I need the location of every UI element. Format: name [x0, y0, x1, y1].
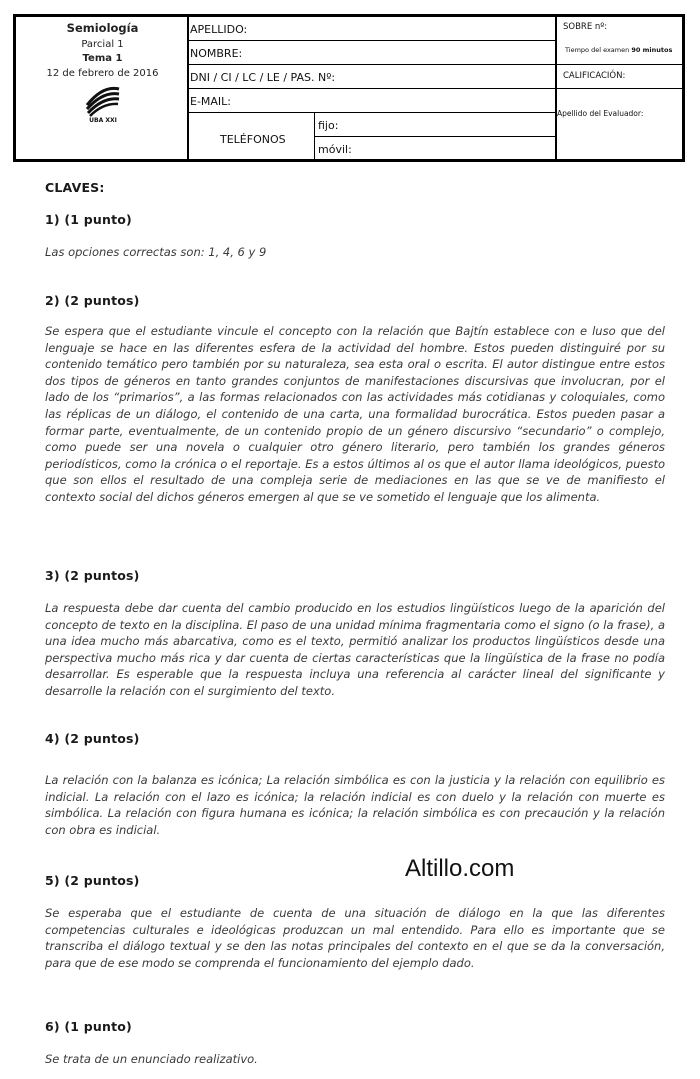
- tiempo-label: Tiempo del examen: [565, 46, 630, 54]
- tema-label: Tema 1: [82, 53, 123, 64]
- divider: [557, 88, 685, 89]
- section-text: Se trata de un enunciado realizativo.: [45, 1052, 258, 1066]
- fijo-field: fijo:: [318, 119, 339, 132]
- section-heading: 4) (2 puntos): [45, 731, 140, 746]
- divider: [189, 64, 555, 65]
- evaluador-field: Apellido del Evaluador:: [557, 109, 644, 118]
- divider: [314, 113, 315, 159]
- section-text: La respuesta debe dar cuenta del cambio producido en los estudios lingüísticos luego de la aparición del concepto de texto en la disciplina. El paso de una unidad mínima fragmentaria como el signo (o la frase), a una idea mucho más abarcativa, como es el texto, permitió analizar los productos lingüísticos desde una perspectiva mucho más rica y dar cuenta de ciertas características que la lingüística de la frase no podía desarrollar. Es esperable que la respuesta incluya una referencia al carácter lineal del significante y desarrolle la relación con el surgimiento del texto.: [45, 601, 665, 698]
- exam-header-table: [13, 14, 685, 162]
- email-field: E-MAIL:: [190, 95, 232, 108]
- sobre-field: SOBRE nº:: [563, 22, 608, 32]
- tiempo-value: 90 minutos: [631, 46, 673, 54]
- logo-text: UBA XXI: [88, 117, 117, 123]
- section-text: La relación con la balanza es icónica; La relación simbólica es con la justicia y la relación con equilibrio es indicial. La relación con el lazo es icónica; la relación indicial es con duelo y la relación con muerte es simbólica. La relación con figura humana es icónica; la relación simbólica es con precaución y la relación con obra es indicial.: [45, 773, 665, 837]
- divider: [557, 64, 685, 65]
- section-heading: 6) (1 punto): [45, 1019, 132, 1034]
- exam-date: 12 de febrero de 2016: [46, 68, 159, 79]
- telefonos-label: TELÉFONOS: [220, 133, 286, 146]
- section-text: Se espera que el estudiante vincule el concepto con la relación que Bajtín establece con e luso que del lenguaje se hace en las diferentes esfera de la actividad del hombre. Estos pueden distinguiré por su contenido temático pero también por su naturaleza, sea esta oral o escrita. El autor distingue entre estos dos tipos de géneros en tanto grandes conjuntos de manifestaciones discursivas que involucran, por el lado de los “primarios”, a las formas relacionados con las actividades más cotidianas y coloquiales, como las réplicas de un diálogo, el contenido de una carta, una formalidad burocrática. Estos pueden pasar a formar parte, eventualmente, de un contenido propio de un género discursivo “secundario” o complejo, como puede ser una novela o cualquier otro género literario, pero también los grandes géneros periodísticos, como la crónica o el reportaje. Es a estos últimos al os que el autor llama ideológicos, puesto que son ellos el resultado de una compleja serie de mediaciones en las que se ve de manifiesto el contexto social del dichos géneros emergen al que se ve sometido el lenguaje que los alimenta.: [45, 324, 665, 504]
- watermark: Altillo.com: [405, 855, 515, 882]
- divider: [189, 40, 555, 41]
- section-text: Las opciones correctas son: 1, 4, 6 y 9: [45, 245, 267, 259]
- divider: [189, 112, 555, 113]
- apellido-field: APELLIDO:: [190, 23, 248, 36]
- subject-title: Semiología: [66, 21, 139, 35]
- divider: [189, 88, 555, 89]
- section-text: Se esperaba que el estudiante de cuenta de una situación de diálogo en la que las diferentes competencias culturales e ideológicas produzcan un mal entendido. Para ello es importante que se transcriba el diálogo textual y se den las notas principales del contexto en el que se da la conversación, para que de ese modo se comprenda el funcionamiento del ejemplo dado.: [45, 906, 665, 970]
- section-heading: 2) (2 puntos): [45, 293, 140, 308]
- uba-xxi-logo-icon: [83, 83, 123, 123]
- claves-title: CLAVES:: [45, 180, 105, 195]
- divider: [314, 136, 555, 137]
- section-heading: 3) (2 puntos): [45, 568, 140, 583]
- calificacion-field: CALIFICACIÓN:: [563, 71, 626, 81]
- dni-field: DNI / CI / LC / LE / PAS. Nº:: [190, 71, 336, 84]
- tiempo-examen: [565, 46, 672, 54]
- section-heading: 1) (1 punto): [45, 212, 132, 227]
- exam-label: Parcial 1: [81, 39, 124, 50]
- nombre-field: NOMBRE:: [190, 47, 243, 60]
- section-heading: 5) (2 puntos): [45, 873, 140, 888]
- exam-info-block: [16, 17, 189, 127]
- movil-field: móvil:: [318, 143, 352, 156]
